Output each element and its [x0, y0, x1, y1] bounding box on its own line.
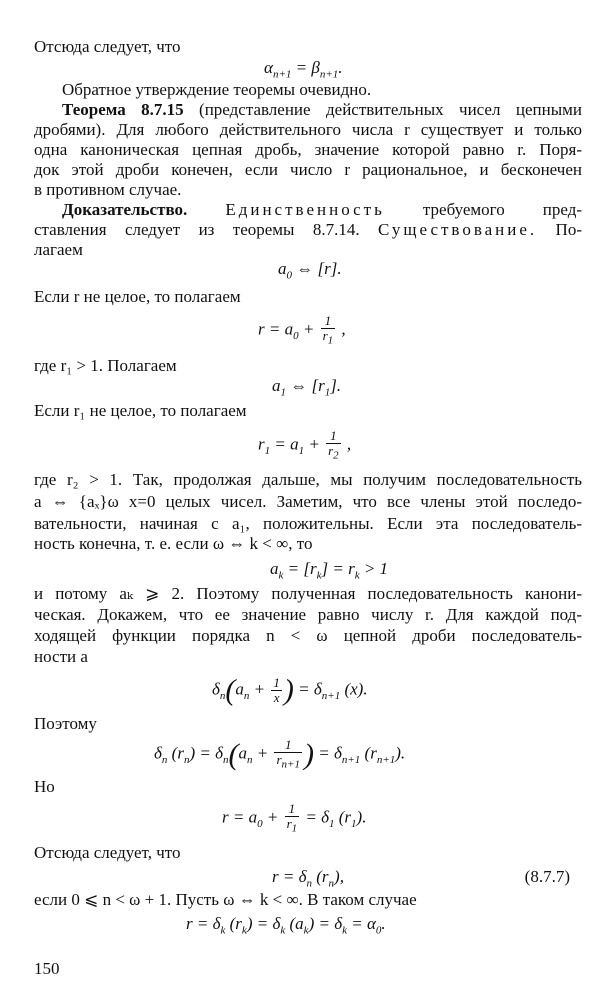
equation-delta-x: $\delta_n(a_n$ + $\frac{1}{x}$ ) = $\delta_{n+1}$ (x).	[212, 673, 368, 707]
text-line: вательности, начиная с a₁, положительны. Если эта последователь-	[34, 514, 582, 533]
spaced-word: Единственность	[225, 200, 385, 219]
equation-r1: $r_1 = a_1$ + $\frac{1}{r_2}$ ,	[258, 428, 352, 462]
page-number: 150	[34, 959, 60, 978]
text-line: док этой дроби конечен, если число r рациональное, и бесконечен	[34, 160, 582, 179]
text-fragment: ставления следует из теоремы 8.7.14.	[34, 220, 360, 239]
proof-heading-line	[62, 200, 582, 220]
text-line: одна каноническая цепная дробь, значение которой равно r. Поря-	[34, 140, 582, 159]
text-fragment: По-	[555, 220, 582, 239]
equation-a1: $a_1$ ⇔ $[r_1]$.	[272, 376, 342, 399]
text-line: если 0 ⩽ n < ω + 1. Пусть ω ⇔ k < ∞. В таком случае	[34, 890, 417, 909]
text-line: Но	[34, 777, 55, 796]
text-line: Если r₁ не целое, то полагаем	[34, 401, 247, 420]
text-line: ности a	[34, 647, 88, 666]
text-line: ность конечна, т. е. если ω ⇔ k < ∞, то	[34, 534, 313, 553]
text-line: Отсюда следует, что	[34, 37, 181, 56]
equation-r-delta1: $r = a_0$ + $\frac{1}{r_1}$ = $\delta_1$ $(r_1)$.	[222, 801, 367, 835]
equation-final: $r = \delta_k$ $(r_k) = \delta_k$ $(a_k) = \delta_k = \alpha_0$.	[186, 914, 386, 937]
text-line: в противном случае.	[34, 180, 182, 199]
text-line: Поэтому	[34, 714, 97, 733]
text-line: где r₂ > 1. Так, продолжая дальше, мы получим последовательность	[34, 470, 582, 489]
text-line: и потому aₖ ⩾ 2. Поэтому полученная последовательность канони-	[34, 584, 582, 603]
text-line: дробями). Для любого действительного числа r существует и только	[34, 120, 582, 139]
text-line: ходящей функции порядка n < ω цепной дроби последователь-	[34, 626, 582, 645]
text-fragment: требуемого пред-	[422, 200, 583, 219]
text-line: где r₁ > 1. Полагаем	[34, 356, 177, 375]
text-line: a ⇔ {aₓ}ω x=0 целых чисел. Заметим, что все члены этой последо-	[34, 492, 582, 511]
spaced-word: Существование.	[377, 220, 538, 239]
text-line: лагаем	[34, 240, 83, 259]
equation-877: $r = \delta_n$ $(r_n)$,	[272, 867, 344, 890]
text-fragment: (представление действительных чисел цепными	[199, 100, 582, 119]
equation-ak: $a_k = [r_k] = r_k > 1$	[270, 559, 389, 582]
theorem-title: Теорема 8.7.15	[62, 100, 184, 119]
equation-alpha-beta: $\alpha_{n+1} = \beta_{n+1}$.	[264, 58, 343, 81]
theorem-heading-line	[62, 100, 582, 120]
equation-delta-r: $\delta_n$ $(r_n) = \delta_n(a_n$ + $\frac{1}{r_{n+1}}$ ) = $\delta_{n+1}$ $(r_{n+1})$.	[154, 737, 406, 771]
text-line: Отсюда следует, что	[34, 843, 181, 862]
text-line: Если r не целое, то полагаем	[34, 287, 241, 306]
equation-number: (8.7.7)	[524, 867, 570, 886]
text-line: Обратное утверждение теоремы очевидно.	[62, 80, 372, 99]
proof-title: Доказательство.	[62, 200, 188, 219]
equation-a0: $a_0$ ⇔ [r].	[278, 259, 342, 282]
proof-line	[34, 220, 582, 240]
equation-r: $r = a_0$ + $\frac{1}{r_1}$ ,	[258, 313, 346, 347]
text-line: ческая. Докажем, что ее значение равно числу r. Для каждой под-	[34, 605, 582, 624]
